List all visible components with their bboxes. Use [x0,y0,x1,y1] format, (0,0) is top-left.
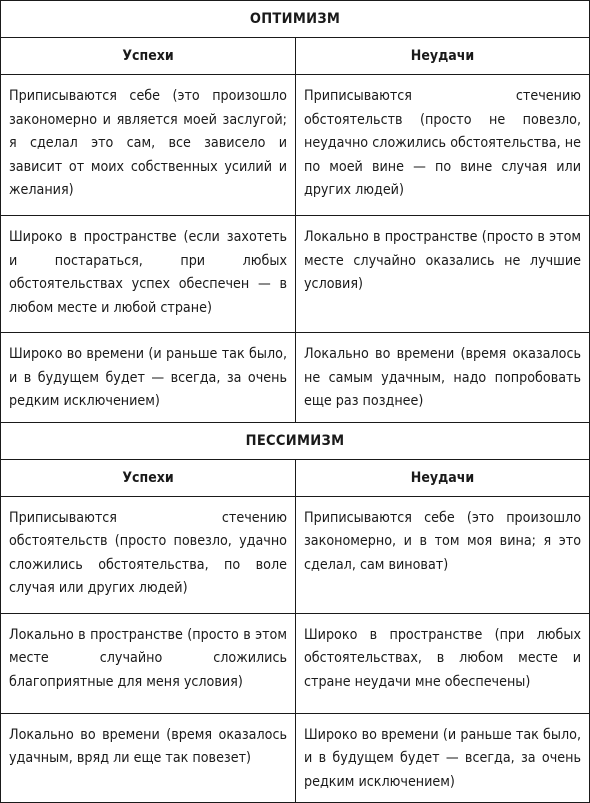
optimism-successes-header: Успехи [1,38,296,75]
table-row [1,613,590,713]
table-row [1,333,590,423]
table-row [1,496,590,613]
table-row [1,713,590,803]
pessimism-failure-cell: Приписываются себе (это произошло закономерно, и в том моя вина; я это сделал, сам виноват) [296,496,590,613]
optimism-title: ОПТИМИЗМ [1,1,590,38]
table-row [1,75,590,216]
pessimism-failures-header: Неудачи [296,459,590,496]
pessimism-failure-cell: Широко во времени (и раньше так было, и в будущем будет — всегда, за очень редким исключением) [296,713,590,803]
table-row [1,216,590,333]
pessimism-success-cell: Локально во времени (время оказалось удачным, вряд ли еще так повезет) [1,713,296,803]
optimism-failures-header: Неудачи [296,38,590,75]
pessimism-success-cell: Локально в пространстве (просто в этом месте случайно сложились благоприятные для меня условия) [1,613,296,713]
pessimism-failure-cell: Широко в пространстве (при любых обстоятельствах, в любом месте и стране неудачи мне обеспечены) [296,613,590,713]
optimism-failure-cell: Локально во времени (время оказалось не самым удачным, надо попробовать еще раз позднее) [296,333,590,423]
optimism-failure-cell: Приписываются стечению обстоятельств (просто не повезло, неудачно сложились обстоятельства, не по моей вине — по вине случая или других людей) [296,75,590,216]
pessimism-title: ПЕССИМИЗМ [1,422,590,459]
optimism-failure-cell: Локально в пространстве (просто в этом месте случайно оказались не лучшие условия) [296,216,590,333]
optimism-success-cell: Широко в пространстве (если захотеть и постараться, при любых обстоятельствах успех обеспечен — в любом месте и любой стране) [1,216,296,333]
pessimism-success-cell: Приписываются стечению обстоятельств (просто повезло, удачно сложились обстоятельства, по воле случая или других людей) [1,496,296,613]
optimism-success-cell: Широко во времени (и раньше так было, и в будущем будет — всегда, за очень редким исключением) [1,333,296,423]
optimism-success-cell: Приписываются себе (это произошло закономерно и является моей заслугой; я сделал это сам, все зависело и зависит от моих собственных усилий и желания) [1,75,296,216]
pessimism-successes-header: Успехи [1,459,296,496]
